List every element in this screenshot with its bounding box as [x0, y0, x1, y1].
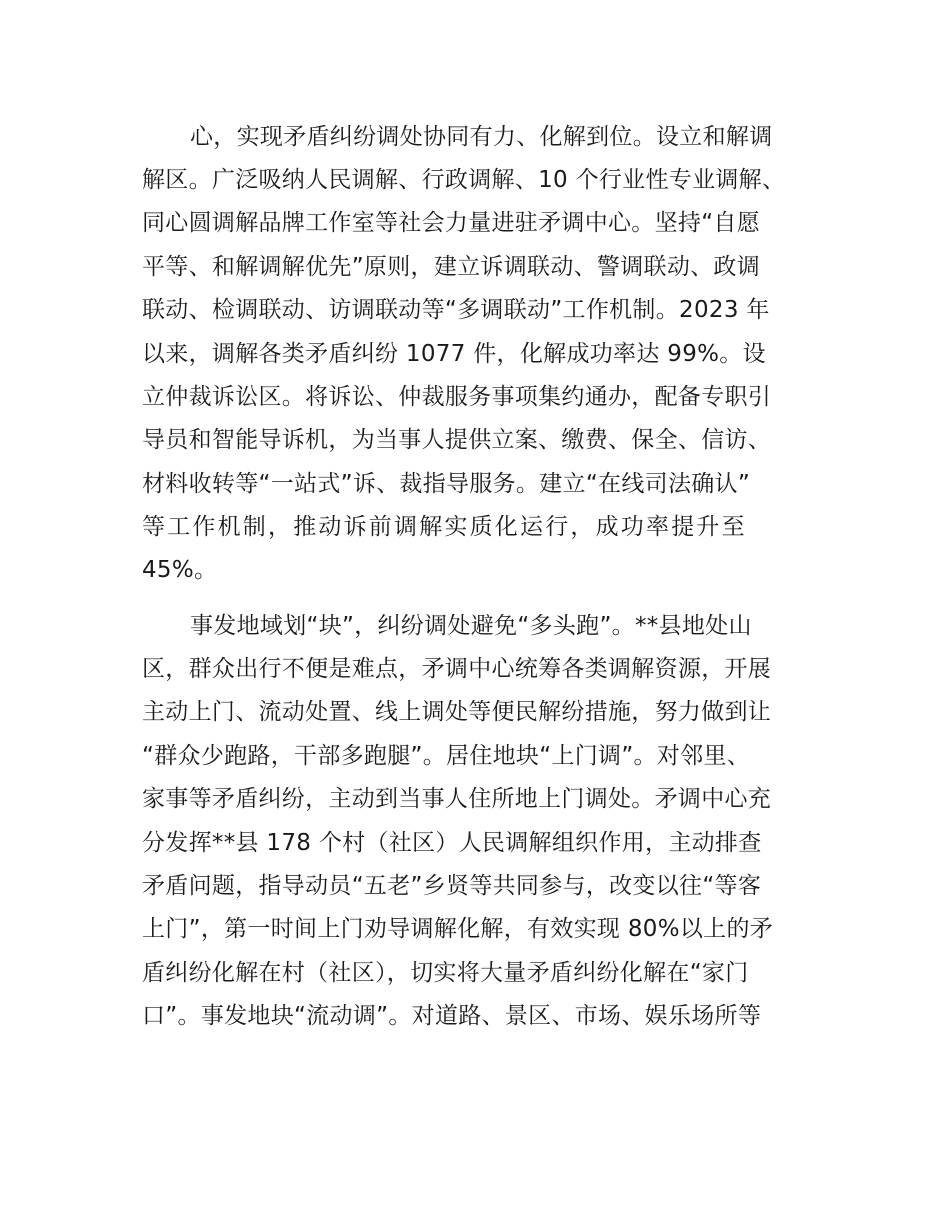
text-line: 主动上门、流动处置、线上调处等便民解纷措施，努力做到让 — [142, 699, 772, 725]
text-line: 联动、检调联动、访调联动等“多调联动”工作机制。2023 年 — [142, 297, 770, 323]
text-line: 导员和智能导诉机，为当事人提供立案、缴费、保全、信访、 — [142, 427, 772, 453]
text-line: 区，群众出行不便是难点，矛调中心统筹各类调解资源，开展 — [142, 656, 772, 682]
text-line: 同心圆调解品牌工作室等社会力量进驻矛调中心。坚持“自愿 — [142, 210, 761, 236]
text-line: 事发地域划“块”，纠纷调处避免“多头跑”。**县地处山 — [190, 613, 752, 639]
text-line: 解区。广泛吸纳人民调解、行政调解、10 个行业性专业调解、 — [142, 167, 786, 193]
text-line: 口”。事发地块“流动调”。对道路、景区、市场、娱乐场所等 — [142, 1003, 762, 1029]
text-line: 等工作机制，推动诉前调解实质化运行，成功率提升至 — [142, 514, 747, 540]
text-line: 立仲裁诉讼区。将诉讼、仲裁服务事项集约通办，配备专职引 — [142, 384, 772, 410]
text-line: 心，实现矛盾纠纷调处协同有力、化解到位。设立和解调 — [190, 124, 773, 150]
text-line: 盾纠纷化解在村（社区），切实将大量矛盾纠纷化解在“家门 — [142, 960, 749, 986]
text-line: 家事等矛盾纠纷，主动到当事人住所地上门调处。矛调中心充 — [142, 786, 772, 812]
text-line: 矛盾问题，指导动员“五老”乡贤等共同参与，改变以往“等客 — [142, 873, 762, 899]
text-line: 45%。 — [142, 557, 218, 583]
text-line: 分发挥**县 178 个村（社区）人民调解组织作用，主动排查 — [142, 830, 762, 856]
text-line: “群众少跑路，干部多跑腿”。居住地块“上门调”。对邻里、 — [142, 743, 751, 769]
text-line: 平等、和解调解优先”原则，建立诉调联动、警调联动、政调 — [142, 254, 761, 280]
text-line: 材料收转等“一站式”诉、裁指导服务。建立“在线司法确认” — [142, 471, 751, 497]
text-line: 上门”，第一时间上门劝导调解化解，有效实现 80%以上的矛 — [142, 916, 774, 942]
text-line: 以来，调解各类矛盾纠纷 1077 件，化解成功率达 99%。设 — [142, 341, 766, 367]
